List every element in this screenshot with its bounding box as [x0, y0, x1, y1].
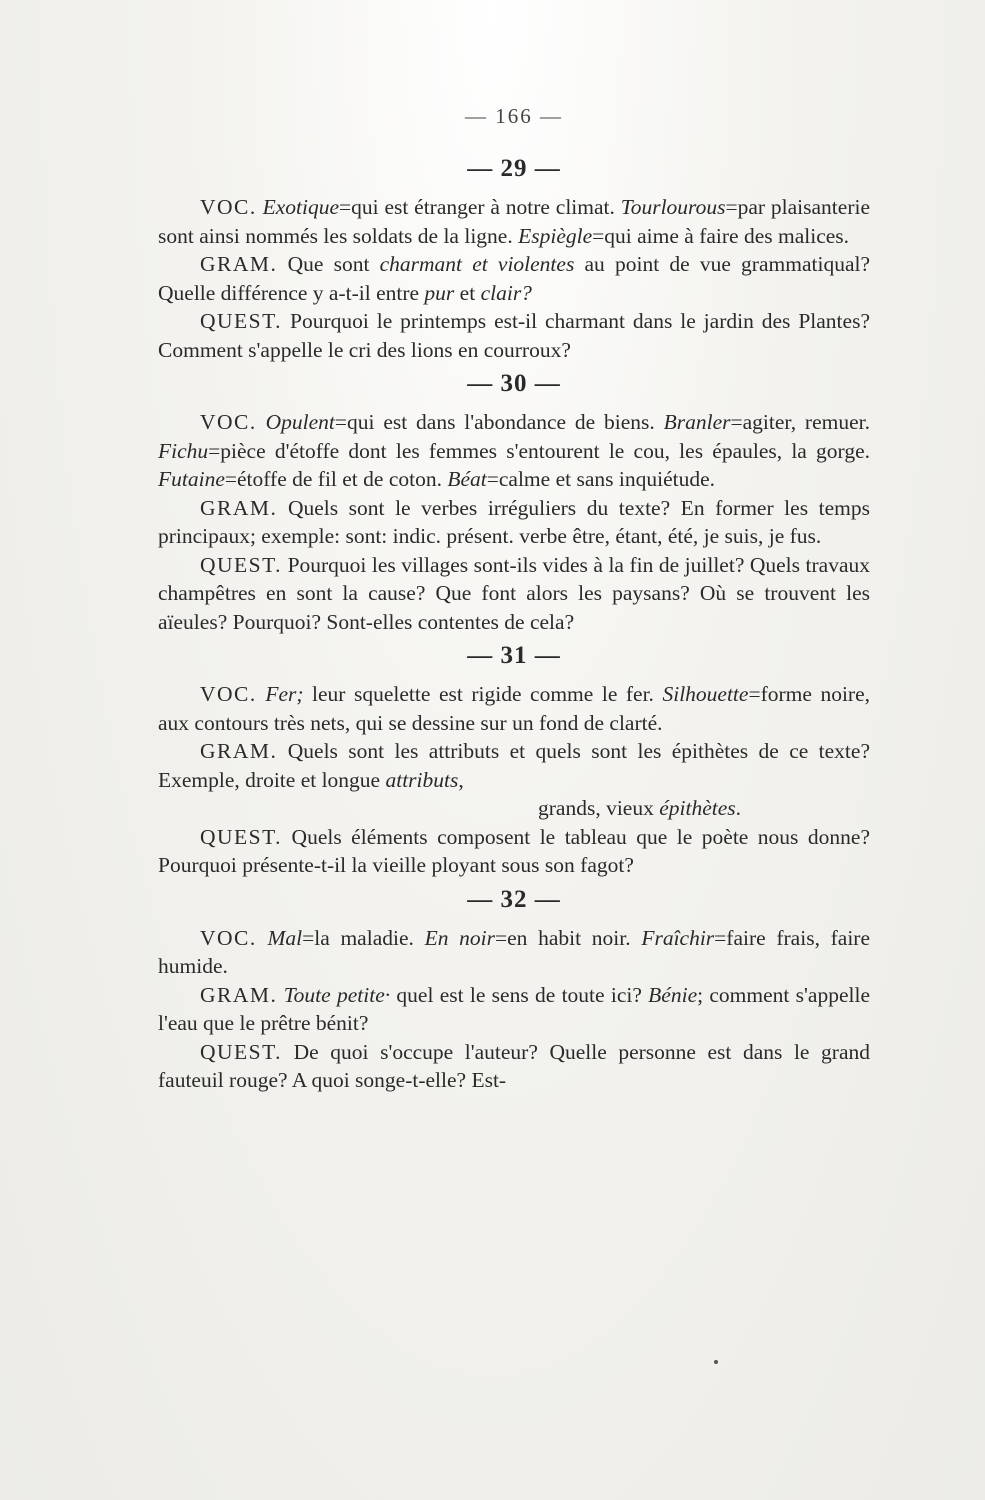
vocab-term: Espiègle [518, 223, 593, 248]
quest-label: QUEST. [200, 824, 283, 849]
page-content [158, 104, 870, 1101]
quest-label: QUEST. [200, 1039, 283, 1064]
gram-label: GRAM. [200, 252, 278, 276]
voc-label: VOC. [200, 195, 257, 219]
voc-label: VOC. [200, 410, 257, 434]
voc-paragraph: VOC. Mal=la maladie. En noir=en habit noir. Fraîchir=faire frais, faire humide. [158, 925, 871, 978]
gram-label: GRAM. [200, 982, 278, 1007]
section-heading: — 29 — [467, 155, 561, 182]
quest-paragraph: QUEST. Quels éléments composent le tableau que le poète nous donne? Pourquoi présente-t-il la vieille ployant sous son fagot? [158, 824, 870, 877]
section-30 [158, 370, 870, 636]
voc-paragraph: VOC. Fer; leur squelette est rigide comme le fer. Silhouette=forme noire, aux contours très nets, qui se dessine sur un fond de clarté. [158, 682, 870, 735]
gram-paragraph: GRAM. Quels sont le verbes irréguliers du texte? En former les temps principaux; exemple: sont: indic. présent. verbe être, étant, été, je suis, je fus. [158, 495, 870, 548]
section-31 [158, 642, 870, 880]
section-32 [158, 886, 870, 1095]
gram-label: GRAM. [200, 739, 278, 763]
vocab-term: Exotique [262, 195, 340, 219]
quest-paragraph: QUEST. De quoi s'occupe l'auteur? Quelle personne est dans le grand fauteuil rouge? A quoi songe-t-elle? Est- [158, 1039, 870, 1092]
gram-label: GRAM. [200, 495, 278, 520]
voc-label: VOC. [200, 925, 257, 950]
gram-paragraph: GRAM. Que sont charmant et violentes au point de vue grammatiqual? Quelle différence y a-t-il entre pur et clair? [158, 252, 871, 305]
gram-paragraph: GRAM. Toute petite· quel est le sens de toute ici? Bénie; comment s'appelle l'eau que le prêtre bénit? [158, 982, 870, 1035]
section-heading: — 30 — [467, 370, 561, 397]
gram-paragraph: GRAM. Quels sont les attributs et quels sont les épithètes de ce texte? Exemple, droite et longue attributs, [158, 739, 870, 792]
vocab-term: Tourlourous [620, 195, 726, 219]
voc-label: VOC. [200, 682, 257, 706]
quest-label: QUEST. [200, 309, 283, 333]
gram-example-line: grands, vieux épithètes. [538, 796, 742, 820]
section-heading: — 31 — [467, 642, 561, 669]
section-29 [158, 155, 870, 364]
page-number: — 166 — [465, 104, 563, 128]
ink-speck [714, 1360, 718, 1364]
voc-paragraph: VOC. Exotique=qui est étranger à notre climat. Tourlourous=par plaisanterie sont ainsi nommés les soldats de la ligne. Espiègle=qui aime à faire des malices. [158, 195, 870, 248]
quest-paragraph: QUEST. Pourquoi les villages sont-ils vides à la fin de juillet? Quels travaux champêtres en sont la cause? Que font alors les paysans? Où se trouvent les aïeules? Pourquoi? Sont-elles contentes de cela? [158, 552, 870, 634]
section-heading: — 32 — [467, 885, 561, 913]
quest-label: QUEST. [200, 552, 283, 577]
voc-paragraph: VOC. Opulent=qui est dans l'abondance de biens. Branler=agiter, remuer. Fichu=pièce d'étoffe dont les femmes s'entourent le cou, les épaules, la gorge. Futaine=étoffe de fil et de coton. Béat=calme et sans inquiétude. [158, 410, 870, 491]
quest-paragraph: QUEST. Pourquoi le printemps est-il charmant dans le jardin des Plantes? Comment s'appelle le cri des lions en courroux? [158, 309, 870, 362]
